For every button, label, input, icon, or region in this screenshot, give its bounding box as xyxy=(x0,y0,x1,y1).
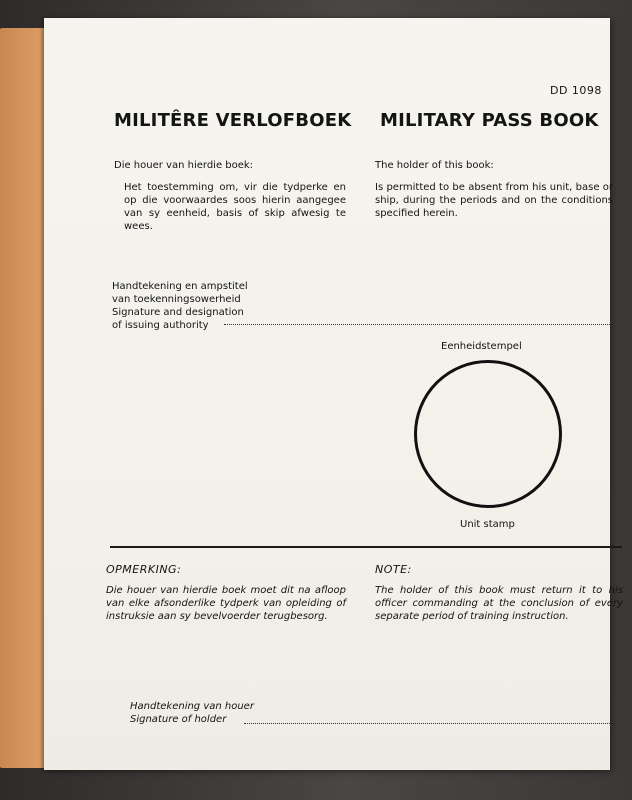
note-body-english: The holder of this book must return it to his officer commanding at the conclusion of every separate period of training instruction. xyxy=(375,585,623,622)
unit-stamp-circle xyxy=(414,360,562,508)
holder-signature-line xyxy=(244,723,624,724)
stamp-label-afrikaans: Eenheidstempel xyxy=(441,341,522,352)
note-body-afrikaans: Die houer van hierdie boek moet dit na afloop van elke afsonderlike tydperk van opleiding of instruksie aan sy bevelvoerder terugbesorg. xyxy=(106,585,346,622)
signature-line-3: Signature and designation xyxy=(112,307,244,318)
section-divider xyxy=(110,546,622,548)
body-afrikaans: Het toestemming om, vir die tydperke en op die voorwaardes soos hierin aangegee van sy eenheid, basis of skip afwesig te wees. xyxy=(124,182,346,232)
note-heading-english: NOTE: xyxy=(375,563,412,576)
holder-signature-english: Signature of holder xyxy=(130,714,227,725)
signature-line-4: of issuing authority xyxy=(112,320,209,331)
lead-afrikaans: Die houer van hierdie boek: xyxy=(114,160,254,171)
holder-signature-afrikaans: Handtekening van houer xyxy=(130,701,254,712)
form-reference-code: DD 1098 xyxy=(550,84,602,97)
title-afrikaans: MILITÊRE VERLOFBOEK xyxy=(114,110,352,131)
body-english: Is permitted to be absent from his unit, base or ship, during the periods and on the conditions specified herein. xyxy=(375,182,613,219)
lead-english: The holder of this book: xyxy=(375,160,494,171)
signature-line-2: van toekenningsowerheid xyxy=(112,294,241,305)
issuing-authority-signature-line xyxy=(224,324,614,325)
document-page xyxy=(44,18,623,770)
stamp-label-english: Unit stamp xyxy=(460,519,515,530)
holder-signature-label xyxy=(130,700,254,726)
signature-line-1: Handtekening en ampstitel xyxy=(112,281,248,292)
note-heading-afrikaans: OPMERKING: xyxy=(106,563,182,576)
title-english: MILITARY PASS BOOK xyxy=(380,110,599,131)
